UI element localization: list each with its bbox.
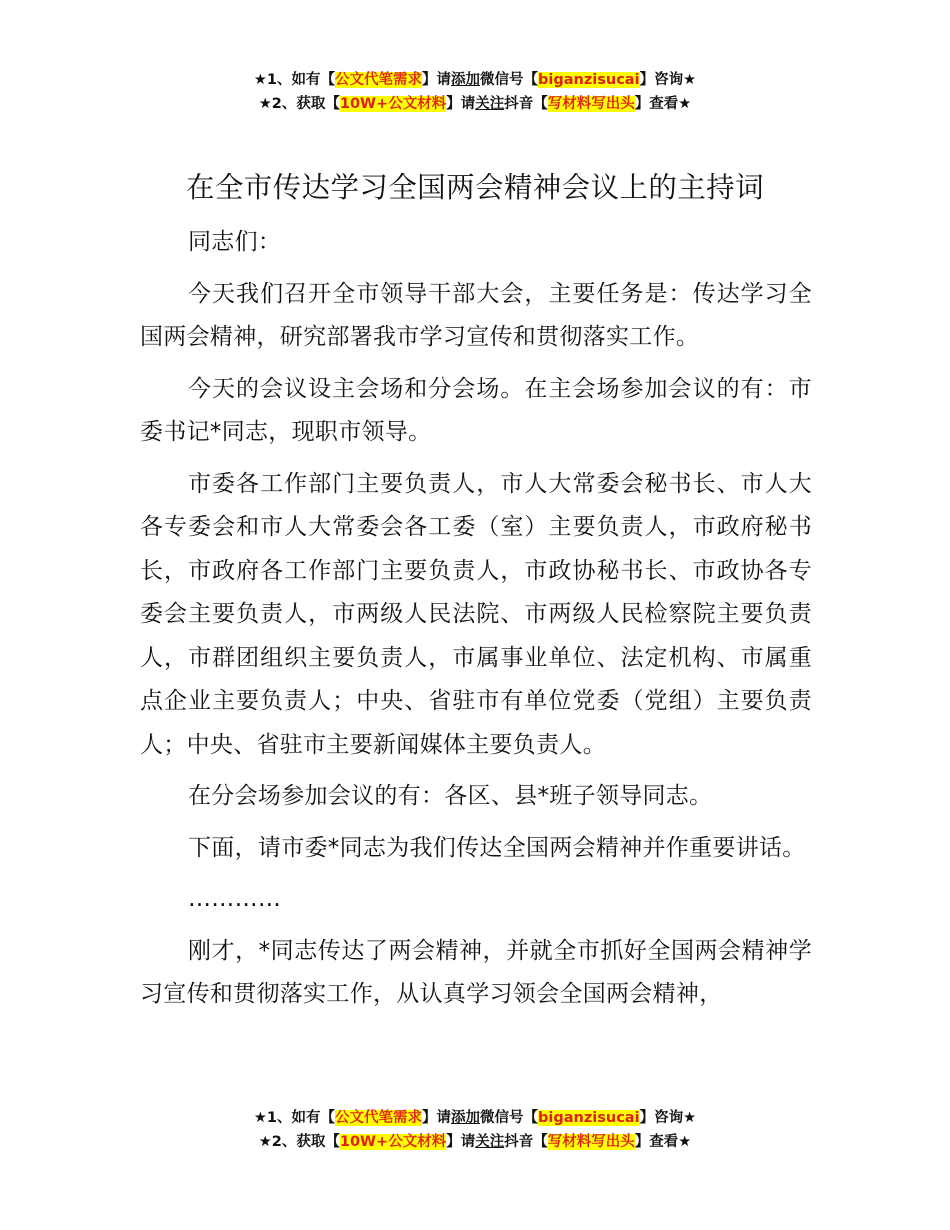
banner-highlight-service: 公文代笔需求: [335, 72, 423, 88]
banner-line-2-suffix: 】查看★: [634, 96, 692, 112]
footer-highlight-wechat-id: biganzisucai: [538, 1110, 640, 1126]
banner-line-2-mid: 】请: [446, 96, 476, 112]
banner-line-2: [0, 92, 950, 116]
banner-line-1-suffix: 】咨询★: [639, 72, 697, 88]
paragraph-attendees: 市委各工作部门主要负责人，市人大常委会秘书长、市人大各专委会和市人大常委会各工委（室）主要负责人，市政府秘书长，市政府各工作部门主要负责人，市政协秘书长、市政协各专委会主要负责人，市两级人民法院、市两级人民检察院主要负责人，市群团组织主要负责人，市属事业单位、法定机构、市属重点企业主要负责人；中央、省驻市有单位党委（党组）主要负责人；中央、省驻市主要新闻媒体主要负责人。: [140, 470, 812, 758]
footer-banner: [0, 1106, 950, 1154]
paragraph-ellipsis: …………: [188, 886, 282, 912]
footer-underline-follow: 关注: [475, 1134, 505, 1150]
banner-underline-add: 添加: [451, 72, 481, 88]
header-banner: [0, 68, 950, 116]
footer-highlight-materials: 10W+公文材料: [339, 1134, 447, 1150]
paragraph-venues: 今天的会议设主会场和分会场。在主会场参加会议的有：市委书记*同志，现职市领导。: [140, 375, 812, 445]
banner-line-1: [0, 68, 950, 92]
document-body: [140, 221, 812, 1025]
banner-line-2-mid2: 抖音【: [504, 96, 548, 112]
banner-highlight-douyin: 写材料写出头: [547, 96, 635, 112]
banner-line-1-mid2: 微信号【: [480, 72, 539, 88]
paragraph-summary: 刚才，*同志传达了两会精神，并就全市抓好全国两会精神学习宣传和贯彻落实工作，从认真学习领会全国两会精神，: [140, 937, 812, 1007]
banner-underline-follow: 关注: [475, 96, 505, 112]
banner-line-2-prefix: ★2、获取【: [258, 96, 340, 112]
paragraph-invite-speech: 下面，请市委*同志为我们传达全国两会精神并作重要讲话。: [188, 834, 806, 861]
footer-line-2-suffix: 】查看★: [634, 1134, 692, 1150]
banner-line-1-prefix: ★1、如有【: [253, 72, 336, 88]
footer-line-1-mid: 】请: [422, 1110, 452, 1126]
footer-line-1-mid2: 微信号【: [480, 1110, 539, 1126]
footer-highlight-douyin: 写材料写出头: [547, 1134, 635, 1150]
footer-line-2-mid: 】请: [446, 1134, 476, 1150]
banner-line-1-mid: 】请: [422, 72, 452, 88]
footer-line-2-mid2: 抖音【: [504, 1134, 548, 1150]
footer-underline-add: 添加: [451, 1110, 481, 1126]
footer-banner-line-2: [0, 1130, 950, 1154]
footer-banner-line-1: [0, 1106, 950, 1130]
footer-line-1-suffix: 】咨询★: [639, 1110, 697, 1126]
paragraph-purpose: 今天我们召开全市领导干部大会，主要任务是：传达学习全国两会精神，研究部署我市学习宣传和贯彻落实工作。: [140, 280, 812, 350]
paragraph-greeting: 同志们：: [188, 229, 282, 255]
document-title: 在全市传达学习全国两会精神会议上的主持词: [185, 171, 764, 204]
footer-highlight-service: 公文代笔需求: [335, 1110, 423, 1126]
banner-highlight-wechat-id: biganzisucai: [538, 72, 640, 88]
footer-line-1-prefix: ★1、如有【: [253, 1110, 336, 1126]
banner-highlight-materials: 10W+公文材料: [339, 96, 447, 112]
footer-line-2-prefix: ★2、获取【: [258, 1134, 340, 1150]
paragraph-branch-venue: 在分会场参加会议的有：各区、县*班子领导同志。: [188, 783, 713, 809]
